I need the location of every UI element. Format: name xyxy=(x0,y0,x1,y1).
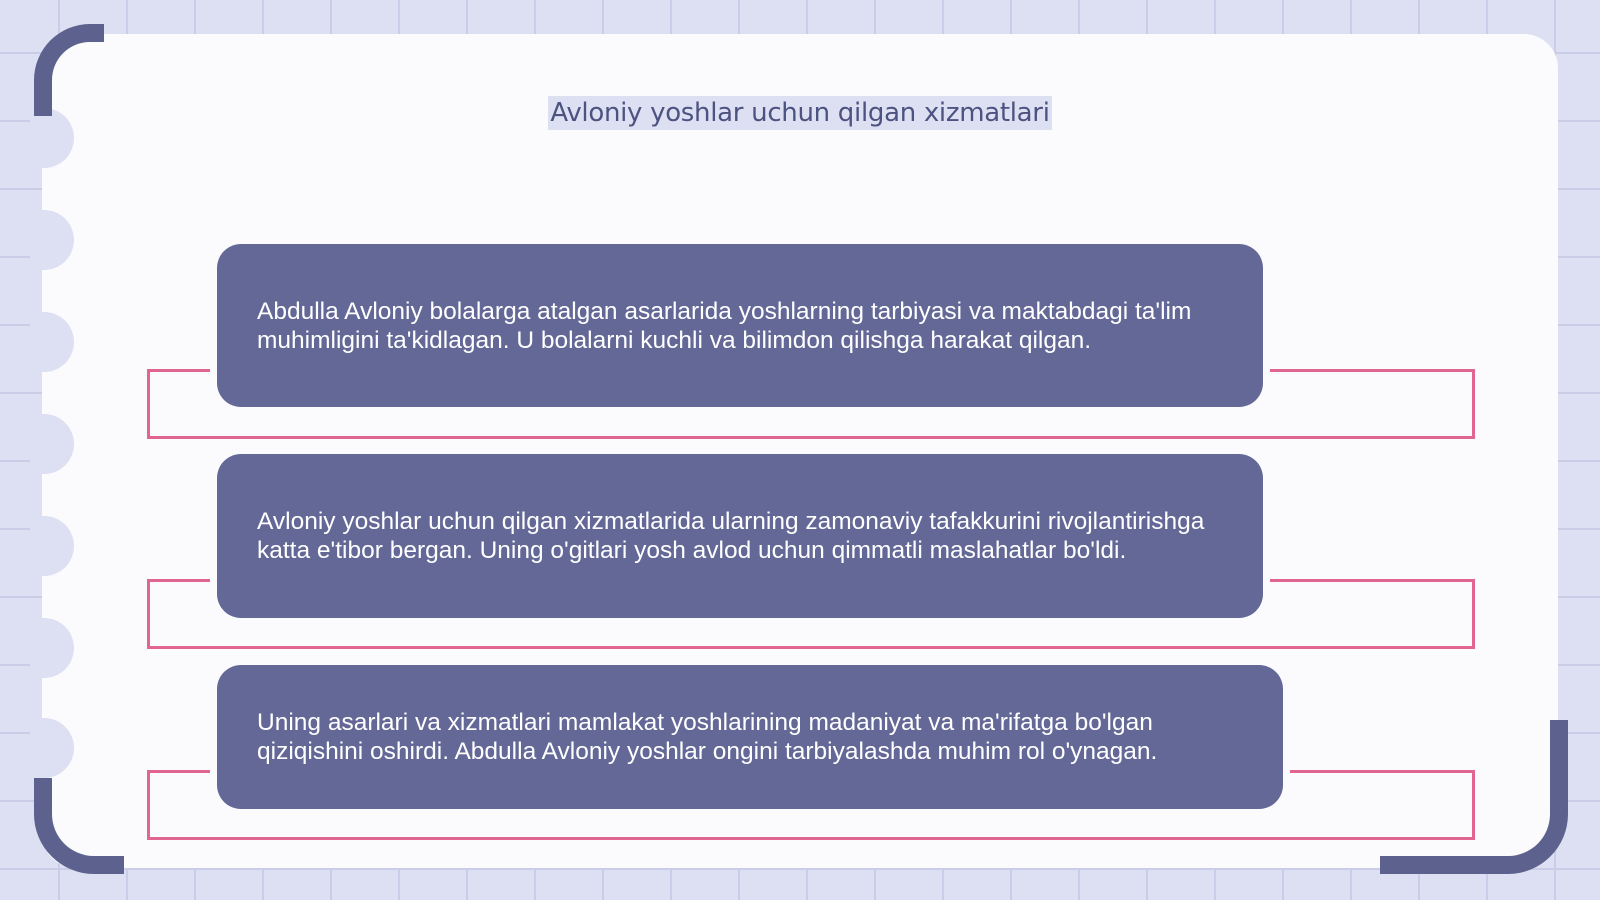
info-card-text: Abdulla Avloniy bolalarga atalgan asarlarida yoshlarning tarbiyasi va maktabdagi ta'lim muhimligini ta'kidlagan. U bolalarni kuchli va bilimdon qilishga harakat qilgan. xyxy=(257,297,1192,354)
info-card-text: Avloniy yoshlar uchun qilgan xizmatlarida ularning zamonaviy tafakkurini rivojlantirishga katta e'tibor bergan. Uning o'gitlari yosh avlod uchun qimmatli maslahatlar bo'ldi. xyxy=(257,508,1205,564)
info-card xyxy=(217,244,1263,407)
slide-title xyxy=(0,96,1600,130)
info-card xyxy=(217,454,1263,618)
corner-bracket-bottom-left xyxy=(34,778,124,874)
slide-title-text: Avloniy yoshlar uchun qilgan xizmatlari xyxy=(550,98,1050,128)
info-card xyxy=(217,665,1283,809)
info-card-text: Uning asarlari va xizmatlari mamlakat yoshlarining madaniyat va ma'rifatga bo'lgan qiziqishini oshirdi. Abdulla Avloniy yoshlar ongini tarbiyalashda muhim rol o'ynagan. xyxy=(257,709,1158,765)
